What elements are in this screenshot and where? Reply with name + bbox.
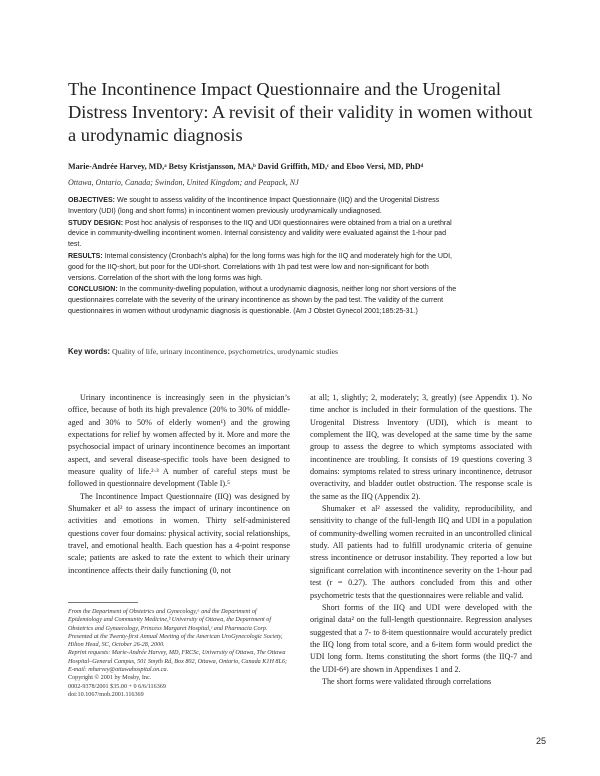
conclusion-label: CONCLUSION: [68,286,118,294]
footnote-copyright: Copyright © 2001 by Mosby, Inc. [68,675,152,682]
objectives-text: We sought to assess validity of the Incontinence Impact Questionnaire (IIQ) and the Urogenital Distress Inventory (UDI) (long and short forms) in incontinent women previously urodynamically undiagnosed. [68,197,440,215]
footnote-divider [68,602,138,603]
results-text: Internal consistency (Cronbach’s alpha) for the long forms was high for the IIQ and moderately high for the UDI, good for the IIQ-short, but poor for the UDI-short. Correlations with 1h pad test were low and non-significant for both versions. Correlation of the short with the long forms was high. [68,252,452,282]
body-column-left [68,392,290,577]
footnote-doi: doi:10.1067/mob.2001.116369 [68,691,144,698]
footnote-presented: Presented at the Twenty-first Annual Meeting of the American UroGynecologic Society, Hilton Head, SC, October 26-28, 2000. [68,633,283,649]
body-paragraph: at all; 1, slightly; 2, moderately; 3, greatly) (see Appendix 1). No time anchor is included in their formulation of the questions. The Urogenital Distress Inventory (UDI), which is meant to complement the IIQ, was developed at the same time by the same group to assess the degree to which symptoms associated with incontinence are troubling. It consists of 19 questions covering 3 domains: symptoms related to stress urinary incontinence, detrusor overactivity, and bladder outlet obstruction. The response scale is the same as the IIQ (Appendix 2). [310,393,532,501]
footnote-issn: 0002-9378/2001 $35.00 + 0 6/6/116369 [68,683,166,690]
body-column-right [310,392,532,688]
results-label: RESULTS: [68,252,103,260]
keywords [68,346,548,357]
keywords-label: Key words: [68,347,111,356]
footnote-departments: From the Department of Obstetrics and Gynecology,ᵃ and the Department of Epidemiology and Community Medicine,ᵇ University of Ottawa, the Department of Obstetrics and Gynaecology, Princess Margaret Hospital,ᶜ and Pharmacia Corp. [68,609,272,632]
abstract-results [68,252,458,284]
footnote-reprints: Reprint requests: Marie-Andrée Harvey, MD, FRCSc, University of Ottawa, The Ottawa Hospital–General Campus, 501 Smyth Rd, Box 802, Ottawa, Ontario, Canada K1H 8L6; E-mail: mharvey@ottawahospital.on.ca. [68,650,288,674]
page-number: 25 [536,736,547,746]
abstract-design [68,219,458,251]
body-paragraph: Shumaker et al² assessed the validity, reproducibility, and sensitivity to change of the full-length IIQ and UDI in a population of community-dwelling women recruited in an uncontrolled clinical study. All patients had to fulfill urodynamic criteria of genuine stress incontinence or detrusor instability. They reported a low but significant correlation with incontinence severity on the 1-hour pad test (r = 0.27). The authors concluded from this and other psychometric tests that the questionnaires were reliable and valid. [310,504,532,600]
footnotes [68,608,290,699]
conclusion-text: In the community-dwelling population, without a urodynamic diagnosis, neither long nor short versions of the questionnaires correlate with the severity of the urinary incontinence as shown by the pad test. The validity of the current questionnaires in women without urodynamic diagnosis is questionable. (Am J Obstet Gynecol 2001;185:25-31.) [68,286,457,315]
design-text: Post hoc analysis of responses to the IIQ and UDI questionnaires were obtained from a trial on a urethral device in community-dwelling incontinent women. Internal consistency and validity were evaluated against the 1-hour pad test. [68,219,452,249]
keywords-text: Quality of life, urinary incontinence, psychometrics, urodynamic studies [111,347,339,356]
design-label: STUDY DESIGN: [68,219,124,227]
author-list: Marie-Andrée Harvey, MD,ᵃ Betsy Kristjansson, MA,ᵇ David Griffith, MD,ᶜ and Eboo Versi, MD, PhDᵈ [68,162,424,171]
body-paragraph: The Incontinence Impact Questionnaire (IIQ) was designed by Shumaker et al² to assess the impact of urinary incontinence on activities and emotions in women. Thirty self-administered questions cover four domains: physical activity, social relationships, travel, and emotional health. Each question has a 4-point response scale; patients are asked to rate the extent to which their urinary incontinence affects their daily functioning (0, not [68,491,290,575]
body-paragraph: The short forms were validated through correlations [322,676,492,686]
abstract-objectives [68,196,458,218]
body-paragraph: Short forms of the IIQ and UDI were developed with the original data² on the full-length questionnaire. Regression analyses suggested that a 7- to 8-item questionnaire would accurately predict the IIQ long from total score, and a 6-item form would predict the UDI long form. Items constituting the short forms (the IIQ-7 and the UDI-6⁴) are shown in Appendixes 1 and 2. [310,602,532,674]
affiliation-locations: Ottawa, Ontario, Canada; Swindon, United Kingdom; and Peapack, NJ [68,178,299,187]
abstract [68,196,458,319]
objectives-label: OBJECTIVES: [68,197,115,204]
body-paragraph: Urinary incontinence is increasingly seen in the physician’s office, because of both its high prevalence (20% to 30% of middle-aged and 30% to 50% of elderly women¹) and the growing expectations for relief by women affected by it. More and more the psychosocial impact of urinary incontinence becomes an important aspect, and several disease-specific tools have been designed to measure quality of life.²·³ A number of careful steps must be followed in questionnaire development (Table I).⁵ [68,393,290,489]
abstract-conclusion [68,285,458,317]
article-title: The Incontinence Impact Questionnaire and the Urogenital Distress Inventory: A revisit of their validity in women without a urodynamic diagnosis [68,79,533,145]
